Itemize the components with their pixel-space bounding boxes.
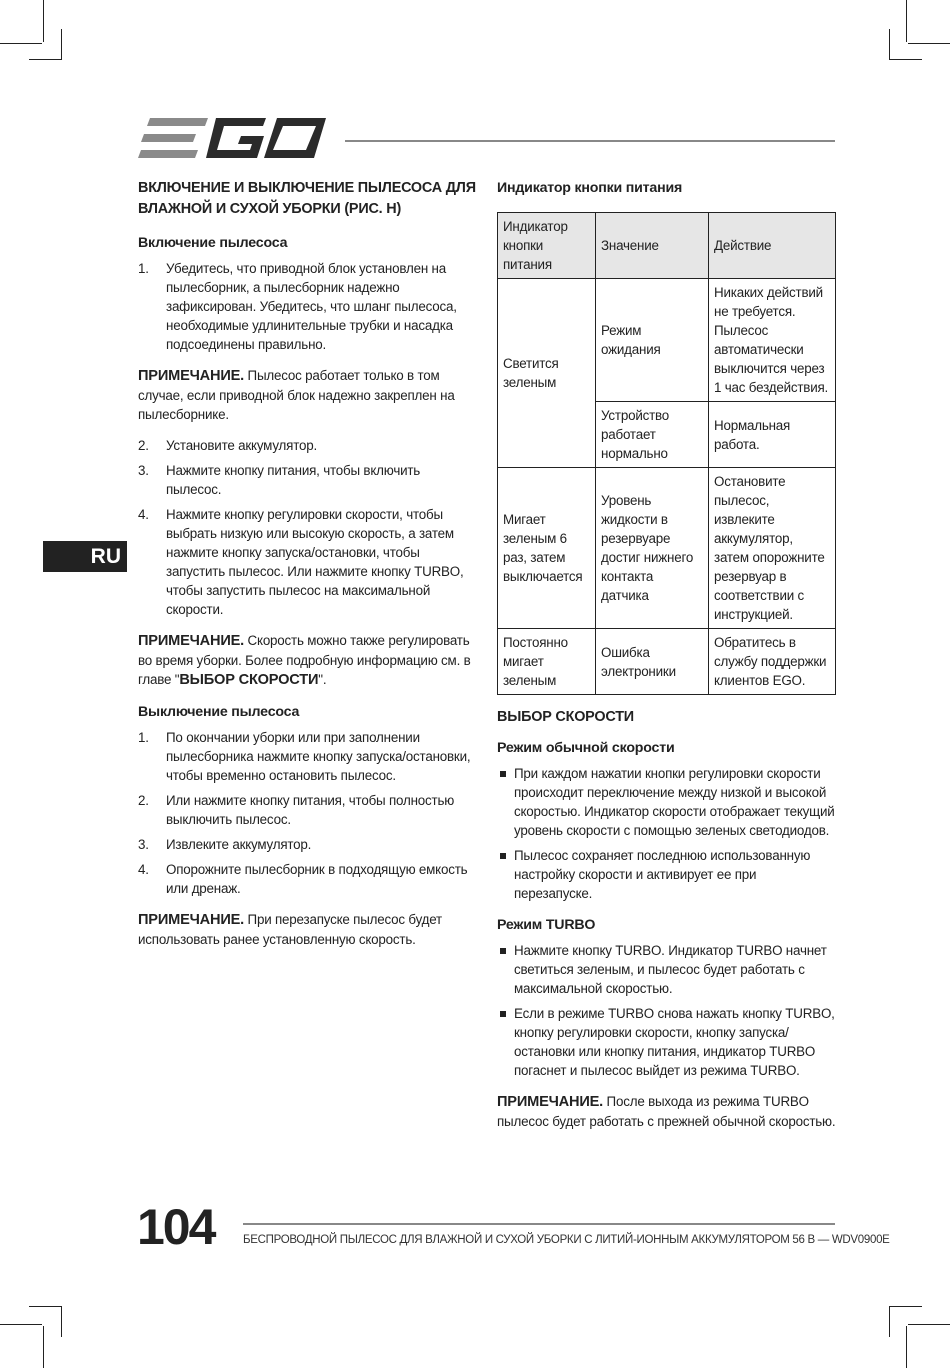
crop-mark — [889, 59, 922, 60]
turbo-heading: Режим TURBO — [497, 917, 596, 933]
left-column — [138, 178, 478, 961]
table-cell: Остановите пылесос, извлеките аккумулятор, затем опорожните резервуар в соответствии с инструкцией. — [709, 468, 836, 629]
list-item: 4. Нажмите кнопку регулировки скорости, чтобы выбрать низкую или высокую скорость, а затем нажмите кнопку запуска/остановки, чтобы запустить пылесос. Или нажмите кнопку TURBO, чтобы запустить пылесос на максимальной скорости. — [138, 507, 464, 617]
section-title: ВКЛЮЧЕНИЕ И ВЫКЛЮЧЕНИЕ ПЫЛЕСОСА ДЛЯ ВЛАЖНОЙ И СУХОЙ УБОРКИ (РИС. H) — [138, 180, 476, 217]
crop-mark — [908, 43, 950, 44]
turbo-bullets — [497, 941, 837, 1080]
crop-mark — [906, 0, 907, 42]
list-item: 2. Или нажмите кнопку питания, чтобы полностью выключить пылесос. — [138, 793, 455, 827]
crop-mark — [29, 59, 62, 60]
table-cell: Мигает зеленым 6 раз, затем выключается — [498, 468, 596, 629]
table-cell: Режим ожидания — [596, 279, 709, 402]
language-tab: RU — [43, 541, 127, 572]
list-item: 3. Извлеките аккумулятор. — [138, 837, 312, 852]
table-heading: Индикатор кнопки питания — [497, 180, 683, 196]
crop-mark — [906, 1326, 907, 1368]
table-cell: Светится зеленым — [498, 279, 596, 468]
list-item: 2. Установите аккумулятор. — [138, 438, 317, 453]
speed-section-title: ВЫБОР СКОРОСТИ — [497, 709, 634, 725]
page-number: 104 — [137, 1199, 215, 1255]
table-cell: Постоянно мигает зеленым — [498, 629, 596, 695]
normal-speed-heading: Режим обычной скорости — [497, 740, 675, 756]
note: ПРИМЕЧАНИЕ. При перезапуске пылесос будет использовать ранее установленную скорость. — [138, 912, 442, 947]
power-on-steps — [138, 259, 478, 354]
list-item: При каждом нажатии кнопки регулировки скорости происходит переключение между низкой и высокой скоростью. Индикатор скорости отображает текущий уровень скорости с помощью зеленых светодиодов. — [497, 764, 837, 840]
list-item: Пылесос сохраняет последнюю использованную настройку скорости и активирует ее при перезапуске. — [497, 846, 837, 903]
list-item: 1. По окончании уборки или при заполнении пылесборника нажмите кнопку запуска/остановки, чтобы временно остановить пылесос. — [138, 730, 471, 783]
table-cell: Ошибка электроники — [596, 629, 709, 695]
crop-mark — [889, 29, 890, 60]
crop-mark — [61, 1306, 62, 1337]
table-row — [498, 279, 836, 402]
table-header-row — [498, 213, 836, 279]
crop-mark — [0, 1324, 42, 1325]
crop-mark — [889, 1306, 922, 1307]
list-item: 1. Убедитесь, что приводной блок установлен на пылесборник, а пылесборник надежно зафиксирован. Убедитесь, что шланг пылесоса, необходимые удлинительные трубки и насадка подсоединены правильно. — [138, 261, 457, 352]
footer-rule — [243, 1223, 835, 1225]
table-row — [498, 468, 836, 629]
table-cell: Никаких действий не требуется. Пылесос автоматически выключится через 1 час бездействия. — [709, 279, 836, 402]
crop-mark — [908, 1324, 950, 1325]
power-on-heading: Включение пылесоса — [138, 235, 288, 251]
list-item: 3. Нажмите кнопку питания, чтобы включить пылесос. — [138, 463, 421, 497]
ego-logo — [138, 118, 328, 162]
cross-reference: ВЫБОР СКОРОСТИ — [179, 672, 319, 688]
power-on-steps-cont — [138, 436, 478, 619]
right-column — [497, 178, 837, 1143]
bullet-icon — [500, 771, 506, 777]
power-off-steps — [138, 728, 478, 898]
note: ПРИМЕЧАНИЕ. Скорость можно также регулировать во время уборки. Более подробную информацию см. в главе "ВЫБОР СКОРОСТИ". — [138, 633, 471, 688]
list-item: Если в режиме TURBO снова нажать кнопку TURBO, кнопку регулировки скорости, кнопку запуска/ остановки или кнопку питания, индикатор TURBO погаснет и пылесос выйдет из режима TURBO. — [497, 1004, 837, 1080]
bullet-icon — [500, 1011, 506, 1017]
table-header-cell: Действие — [709, 213, 836, 279]
crop-mark — [43, 1326, 44, 1368]
table-cell: Устройство работает нормально — [596, 402, 709, 468]
table-header-cell: Значение — [596, 213, 709, 279]
normal-speed-bullets — [497, 764, 837, 903]
crop-mark — [61, 29, 62, 60]
crop-mark — [889, 1306, 890, 1337]
bullet-icon — [500, 853, 506, 859]
header-rule — [345, 140, 835, 142]
crop-mark — [0, 43, 42, 44]
table-cell: Обратитесь в службу поддержки клиентов EGO. — [709, 629, 836, 695]
crop-mark — [43, 0, 44, 42]
table-header-cell: Индикатор кнопки питания — [498, 213, 596, 279]
table-row — [498, 629, 836, 695]
list-item: Нажмите кнопку TURBO. Индикатор TURBO начнет светиться зеленым, и пылесос будет работать с максимальной скоростью. — [497, 941, 837, 998]
note: ПРИМЕЧАНИЕ. После выхода из режима TURBO пылесос будет работать с прежней обычной скоростью. — [497, 1094, 836, 1129]
bullet-icon — [500, 948, 506, 954]
footer-title: БЕСПРОВОДНОЙ ПЫЛЕСОС ДЛЯ ВЛАЖНОЙ И СУХОЙ УБОРКИ С ЛИТИЙ-ИОННЫМ АККУМУЛЯТОРОМ 56 В — WDV0900E — [243, 1234, 890, 1246]
note: ПРИМЕЧАНИЕ. Пылесос работает только в том случае, если приводной блок надежно закреплен на пылесборнике. — [138, 368, 455, 422]
indicator-table — [497, 212, 836, 695]
table-cell: Уровень жидкости в резервуаре достиг нижнего контакта датчика — [596, 468, 709, 629]
crop-mark — [29, 1306, 62, 1307]
power-off-heading: Выключение пылесоса — [138, 704, 300, 720]
table-cell: Нормальная работа. — [709, 402, 836, 468]
list-item: 4. Опорожните пылесборник в подходящую емкость или дренаж. — [138, 862, 468, 896]
